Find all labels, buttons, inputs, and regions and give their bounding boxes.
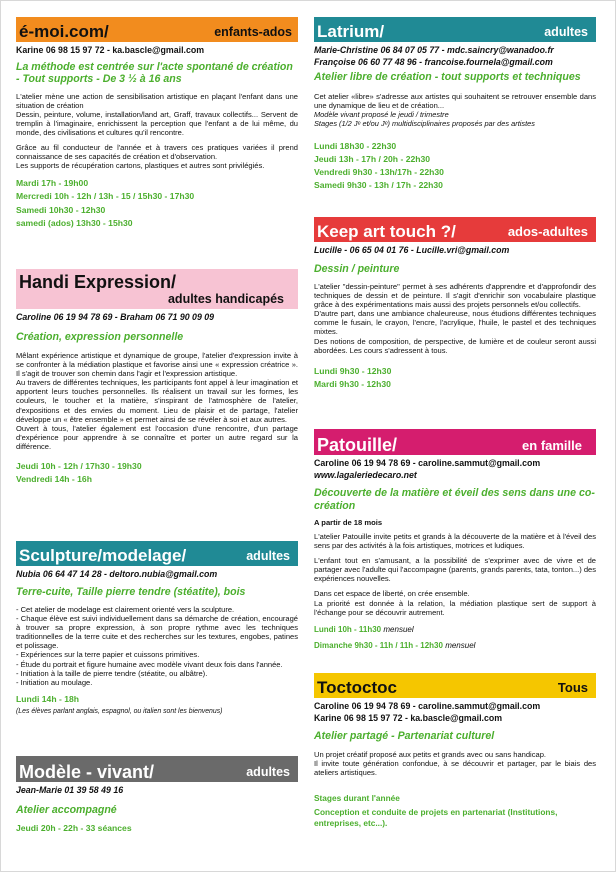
patouille-website[interactable]: www.lagaleriedecaro.net [314,469,417,480]
sculpture-desc-item: - Expériences sur la terre papier et cuissons primitives. [16,650,200,660]
latrium-audience: adultes [544,25,588,39]
modele-contact: Jean-Marie 01 39 58 49 16 [16,785,124,795]
sculpture-time: Lundi 14h - 18h [16,693,80,704]
modele-banner [16,756,298,782]
sculpture-title: Sculpture/modelage/ [19,546,187,565]
latrium-desc-2: Modèle vivant proposé le jeudi / trimestre [314,109,449,119]
latrium-banner [314,17,596,42]
keepart-description [314,282,596,355]
emoi-desc-3: Grâce au fil conducteur de l'année et à travers ces pratiques variées il prend connaissance de ses capacités de création et d'observation. [16,142,298,162]
modele-audience: adultes [246,765,290,779]
latrium-contact-1: Marie-Christine 06 84 07 05 77 - mdc.saincry@wanadoo.fr [314,45,554,55]
patouille-schedule [314,623,596,652]
sculpture-desc-item: - Chaque élève est suivi individuellement dans sa démarche de création, encouragé à trouver sa propre expression, à son propre rythme avec les techniques traditionnelles de la terre cuite et des recherches sur les textures, engobes, patines et polissage. [16,614,298,651]
keepart-time: Lundi 9h30 - 12h30 [314,365,392,376]
emoi-time: Mardi 17h - 19h00 [16,178,89,189]
emoi-contact: Karine 06 98 15 97 72 - ka.bascle@gmail.com [16,45,205,55]
patouille-time-1: Lundi 10h - 11h30 [314,624,382,634]
handi-description [16,351,298,451]
latrium-time: Samedi 9h30 - 13h / 17h - 22h30 [314,180,443,191]
latrium-desc-1: Cet atelier «libre» s'adresse aux artistes qui souhaitent se retrouver ensemble dans une dynamique de lieu et de création... [314,91,596,110]
emoi-time: samedi (ados) 13h30 - 15h30 [16,217,133,228]
sculpture-subtitle: Terre-cuite, Taille pierre tendre (stéatite), bois [16,585,246,598]
emoi-desc-4: Les supports de récupération cartons, plastiques et autres sont privilégiés. [16,161,265,171]
emoi-description [16,92,298,171]
sculpture-desc-item: - Étude du portrait et figure humaine avec modèle vivant deux fois dans l'année. [16,659,283,669]
section-latrium [314,17,596,193]
keepart-desc-2: D'autre part, dans une ambiance chaleureuse, nous étudions différentes techniques comme le fusain, le crayon, l'encre, l'acrylique, l'huile, le pastel et des techniques mixtes. [314,309,596,337]
handi-subtitle: Création, expression personnelle [16,330,184,343]
patouille-audience: en famille [522,438,582,453]
emoi-title: é-moi.com/ [19,22,109,41]
emoi-time: Samedi 10h30 - 12h30 [16,204,106,215]
keepart-time: Mardi 9h30 - 12h30 [314,378,391,389]
toctoctoc-contact-1: Caroline 06 19 94 78 69 - caroline.sammut@gmail.com [314,701,541,711]
patouille-banner [314,429,596,455]
keepart-desc-3: Des notions de composition, de perspective, de lumière et de couleur seront aussi abordées. Les cours s'adressent à tous. [314,336,596,355]
patouille-time-1-note: mensuel [383,624,414,634]
section-toctoctoc [314,673,596,829]
sculpture-language-note: (Les élèves parlant anglais, espagnol, ou italien sont les bienvenus) [16,708,223,716]
toctoctoc-desc-2: Il invite toute génération confondue, à se découvrir et partager, par le biais des ateliers artistiques. [314,758,596,777]
handi-title: Handi Expression/ [19,272,177,292]
modele-schedule [16,822,298,835]
emoi-subtitle: La méthode est centrée sur l'acte spontané de création - Tout supports - De 3 ½ à 16 ans [16,60,293,85]
sculpture-audience: adultes [246,549,290,563]
handi-audience: adultes handicapés [167,292,284,306]
sculpture-banner [16,541,298,566]
section-patouille [314,429,596,652]
patouille-desc-3: Dans cet espace de liberté, on crée ensemble. [314,589,470,599]
patouille-desc-2: L'enfant tout en s'amusant, a la possibilité de s'exprimer avec de vivre et de partager avec l'adulte qui l'accompagne (parents, grands parents, tata, tonton...) des expériences nouvelles. [314,556,596,584]
handi-time: Jeudi 10h - 12h / 17h30 - 19h30 [16,461,142,472]
patouille-time [314,639,596,652]
patouille-age: A partir de 18 mois [314,518,383,527]
sculpture-desc-item: - Initiation à la taille de pierre tendre (stéatite, ou albâtre). [16,668,208,678]
keepart-subtitle: Dessin / peinture [314,262,400,275]
toctoctoc-banner [314,673,596,698]
toctoctoc-description [314,750,596,777]
handi-contact: Caroline 06 19 94 78 69 - Braham 06 71 90 09 09 [16,312,215,322]
emoi-desc-1: L'atelier mène une action de sensibilisation artistique en plaçant l'enfant dans une situation de création [16,91,298,110]
emoi-banner [16,17,298,42]
section-sculpture [16,541,298,716]
keepart-audience: ados-adultes [507,224,588,239]
patouille-description [314,532,596,617]
latrium-time: Lundi 18h30 - 22h30 [314,140,397,151]
keepart-schedule [314,365,596,391]
latrium-contact-2: Françoise 06 60 77 48 96 - francoise.fournela@gmail.com [314,56,553,67]
sculpture-description [16,605,298,687]
latrium-time: Vendredi 9h30 - 13h/17h - 22h30 [314,167,444,178]
emoi-time: Mercredi 10h - 12h / 13h - 15 / 15h30 - 17h30 [16,191,195,202]
handi-desc-2: Au travers de différentes techniques, les participants font appel à leur imagination et apportent leurs touches personnelles. Ils réalisent un travail sur les formes, les couleurs, le toucher et la matière, s'inspirant de l'atmosphère de l'atelier, d'expositions et des envies du moment. Lieu de plaisir et de partage, l'atelier développe un « être ensemble » et permet ainsi de se révéler à soi et aux autres. [16,378,298,424]
handi-banner [16,269,298,309]
patouille-subtitle: Découverte de la matière et éveil des sens dans une co-création [314,487,595,512]
toctoctoc-extras [314,793,596,829]
patouille-desc-4: La priorité est donnée à la relation, la médiation plastique sert de support à l'échange pour se découvrir autrement. [314,598,596,617]
section-modele [16,756,298,835]
toctoctoc-title: Toctoctoc [317,678,397,697]
patouille-contact-1: Caroline 06 19 94 78 69 - caroline.sammut@gmail.com [314,458,541,468]
latrium-subtitle: Atelier libre de création - tout supports et techniques [314,71,581,83]
toctoctoc-extra-1: Stages durant l'année [314,792,400,803]
keepart-title: Keep art touch ?/ [317,222,456,241]
handi-time: Vendredi 14h - 16h [16,474,92,485]
patouille-time [314,623,596,636]
patouille-time-2: Dimanche 9h30 - 11h / 11h - 12h30 [314,640,443,650]
toctoctoc-desc-1: Un projet créatif proposé aux petits et grands avec ou sans handicap. [314,749,546,759]
emoi-desc-2: Dessin, peinture, volume, installation/land art, Graff, travaux collectifs... Servent de tremplin à l'imaginaire, enrichissent la perception que l'enfant a de lui même, du monde, des civilisations et cultures qu'il rencontre. [16,109,298,137]
handi-desc-1: Mêlant expérience artistique et dynamique de groupe, l'atelier d'expression invite à se confronter à la médiation plastique et favorise ainsi une « expression créatrice ». Il s'agit de trouver son chemin dans l'agir et l'expression artistique. [16,351,298,379]
section-emoi [16,17,298,230]
toctoctoc-audience: Tous [557,680,588,695]
latrium-title: Latrium/ [317,22,385,41]
modele-subtitle: Atelier accompagné [16,803,117,816]
keepart-banner [314,217,596,242]
keepart-contact: Lucille - 06 65 04 01 76 - Lucille.vri@gmail.com [314,245,510,255]
sculpture-schedule [16,693,298,706]
latrium-time: Jeudi 13h - 17h / 20h - 22h30 [314,153,431,164]
patouille-time-2-note: mensuel [445,640,476,650]
patouille-desc-1: L'atelier Patouille invite petits et grands à la découverte de la matière et à l'éveil des sens par des activités à la fois artistiques, motrices et ludiques. [314,532,596,551]
emoi-schedule [16,177,298,230]
modele-title: Modèle - vivant/ [19,762,155,782]
emoi-audience: enfants-ados [214,25,292,39]
handi-desc-3: Ouvert à tous, l'atelier également est l'occasion d'une rencontre, d'un partage d'expérience pour apprendre à se connaître et porter un autre regard sur la différence. [16,423,298,451]
sculpture-desc-item: - Initiation au moulage. [16,677,93,687]
sculpture-contact: Nubia 06 64 47 14 28 - deltoro.nubia@gmail.com [16,569,218,579]
handi-schedule [16,460,298,486]
sculpture-desc-item: - Cet atelier de modelage est clairement orienté vers la sculpture. [16,605,235,614]
modele-time: Jeudi 20h - 22h - 33 séances [16,823,132,833]
latrium-schedule [314,140,596,193]
toctoctoc-subtitle: Atelier partagé - Partenariat culturel [314,730,495,742]
latrium-description [314,92,596,128]
toctoctoc-extra-2: Conception et conduite de projets en partenariat (Institutions, entreprises, etc...). [314,806,558,828]
patouille-title: Patouille/ [317,435,398,455]
keepart-desc-1: L'atelier "dessin-peinture" permet à ses adhérents d'apprendre et d'approfondir des techniques de dessin et de peinture. Il s'agit d'enrichir son vocabulaire plastique grâce à des expérimentations mais aussi des projets personnels et/ou collectifs. [314,282,596,310]
section-keepart [314,217,596,391]
toctoctoc-contact-2: Karine 06 98 15 97 72 - ka.bascle@gmail.com [314,712,503,723]
section-handi [16,269,298,486]
latrium-desc-3: Stages (1/2 Jᵉ et/ou Jᵉ) multidisciplinaires proposés par des artistes [314,118,535,128]
